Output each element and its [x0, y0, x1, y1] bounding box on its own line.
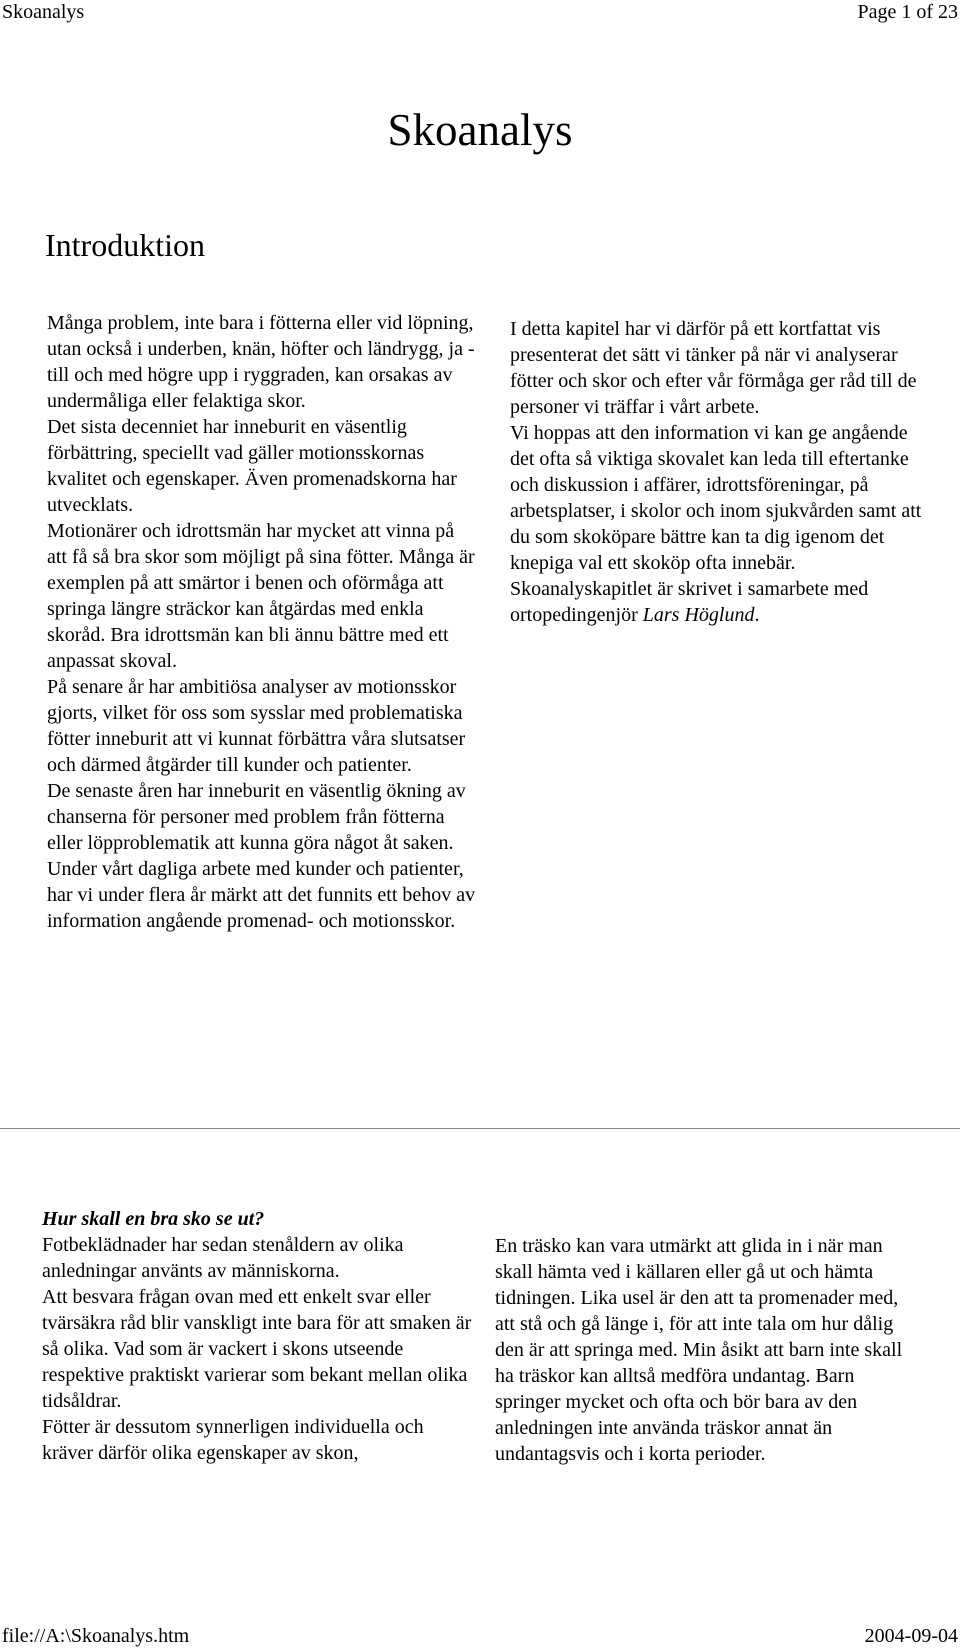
- footer-date: 2004-09-04: [864, 1625, 958, 1647]
- credits-author-name: Lars Höglund: [642, 604, 755, 626]
- section2-heading: Hur skall en bra sko se ut?: [42, 1208, 265, 1230]
- section2-paragraph: Fötter är dessutom synnerligen individuella och kräver därför olika egenskaper av skon,: [42, 1416, 424, 1464]
- intro-paragraph: I detta kapitel har vi därför på ett kortfattat vis presenterat det sätt vi tänker på när vi analyserar fötter och skor och efter vår förmåga ger råd till de personer vi träffar i vårt arbete.: [510, 318, 917, 418]
- intro-paragraph: Det sista decenniet har inneburit en väsentlig förbättring, speciellt vad gäller motionsskornas kvalitet och egenskaper. Även promenadskorna har utvecklats.: [47, 416, 457, 516]
- footer-file-path: file://A:\Skoanalys.htm: [2, 1625, 190, 1647]
- intro-column-left: [47, 310, 477, 934]
- credits-text: Skoanalyskapitlet är skrivet i samarbete med ortopedingenjör: [510, 578, 869, 626]
- section2-column-left: [42, 1206, 472, 1466]
- intro-column-right: [510, 316, 930, 628]
- intro-paragraph: Många problem, inte bara i fötterna eller vid löpning, utan också i underben, knän, höfter och ländrygg, ja - till och med högre upp i ryggraden, kan orsakas av undermåliga eller felaktiga skor.: [47, 312, 475, 412]
- credits-end: .: [754, 604, 760, 626]
- intro-paragraph-credits: [510, 576, 930, 628]
- section-divider: [0, 1128, 960, 1129]
- intro-paragraph: Vi hoppas att den information vi kan ge angående det ofta så viktiga skovalet kan leda till eftertanke och diskussion i affärer, idrottsföreningar, på arbetsplatser, i skolor och inom sjukvården samt att du som skoköpare bättre kan ta dig igenom det knepiga val ett skoköp ofta innebär.: [510, 422, 922, 574]
- section2-paragraph: Fotbeklädnader har sedan stenåldern av olika anledningar använts av människorna.: [42, 1234, 404, 1282]
- intro-paragraph: De senaste åren har inneburit en väsentlig ökning av chanserna för personer med problem från fötterna eller löpproblematik att kunna göra något åt saken.: [47, 780, 466, 854]
- section2-paragraph: Att besvara frågan ovan med ett enkelt svar eller tvärsäkra råd blir vanskligt inte bara för att smaken är så olika. Vad som är vackert i skons utseende respektive praktiskt varierar som bekant mellan olika tidsåldrar.: [42, 1286, 472, 1412]
- intro-paragraph: Motionärer och idrottsmän har mycket att vinna på att få så bra skor som möjligt på sina fötter. Många är exemplen på att smärtor i benen och oförmåga att springa längre sträckor kan åtgärdas med enkla skoråd. Bra idrottsmän kan bli ännu bättre med ett anpassat skoval.: [47, 520, 475, 672]
- page-title: Skoanalys: [387, 105, 573, 155]
- section2-column-right: [495, 1233, 915, 1467]
- header-doc-name: Skoanalys: [2, 1, 85, 23]
- intro-paragraph: På senare år har ambitiösa analyser av motionsskor gjorts, vilket för oss som sysslar med problematiska fötter inneburit att vi kunnat förbättra våra slutsatser och därmed åtgärder till kunder och patienter.: [47, 676, 466, 776]
- header-page-number: Page 1 of 23: [857, 1, 958, 23]
- section2-paragraph: En träsko kan vara utmärkt att glida in i när man skall hämta ved i källaren eller gå ut och hämta tidningen. Lika usel är den att ta promenader med, att stå och gå länge i, för att inte tala om hur dålig den är att springa med. Min åsikt att barn inte skall ha träskor kan alltså medföra undantag. Barn springer mycket och ofta och bör bara av den anledningen inte använda träskor annat än undantagsvis och i korta perioder.: [495, 1235, 903, 1465]
- section-title-introduktion: Introduktion: [45, 227, 205, 263]
- intro-paragraph: Under vårt dagliga arbete med kunder och patienter, har vi under flera år märkt att det funnits ett behov av information angående promenad- och motionsskor.: [47, 858, 476, 932]
